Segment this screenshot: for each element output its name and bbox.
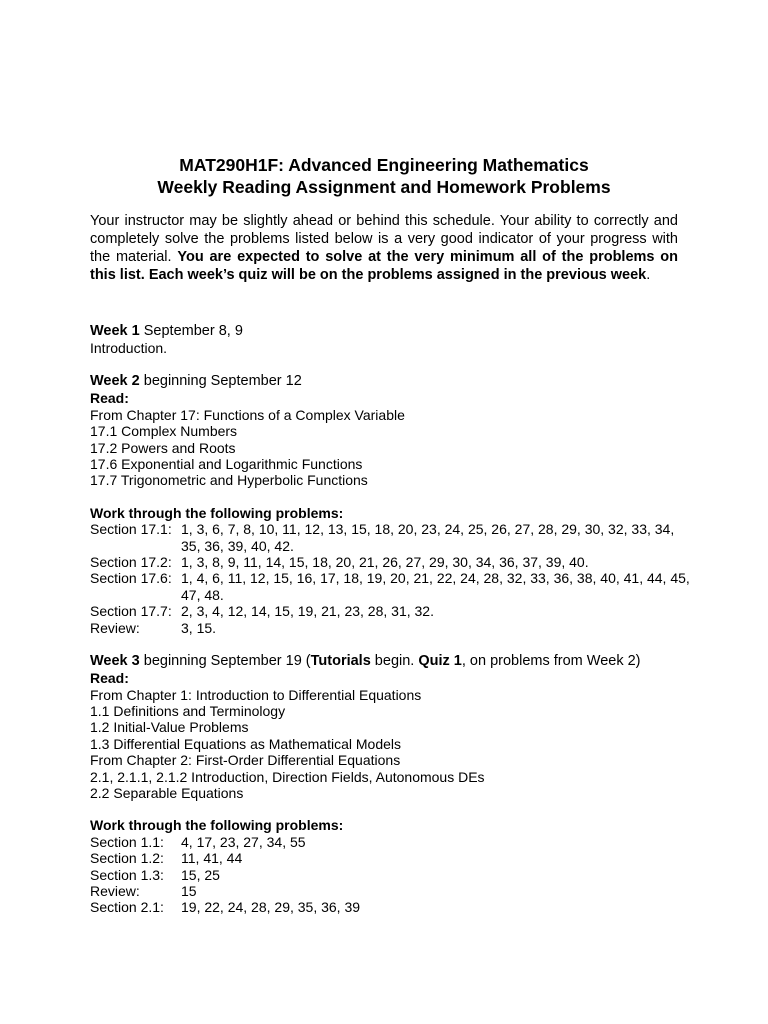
problem-section: Review: <box>90 882 140 899</box>
problem-list <box>90 834 690 916</box>
week-2-heading <box>90 372 690 390</box>
reading-item: 17.1 Complex Numbers <box>90 423 238 440</box>
begin-text: begin. <box>370 653 419 670</box>
reading-item: From Chapter 17: Functions of a Complex Variable <box>90 406 405 423</box>
problems-label: Work through the following problems: <box>90 504 344 521</box>
problem-row <box>90 899 690 915</box>
problem-items: 1, 3, 8, 9, 11, 14, 15, 18, 20, 21, 26, 27, 29, 30, 34, 36, 37, 39, 40. <box>181 554 589 571</box>
problem-items: 3, 15. <box>181 619 217 636</box>
intro-bold-text: You are expected to solve at the very minimum all of the problems on this list. Each week’s quiz will be on the problems assigned in the previous week <box>90 249 678 283</box>
problem-section: Section 1.2: <box>90 850 164 867</box>
problem-row <box>90 521 690 554</box>
problem-items: 2, 3, 4, 12, 14, 15, 19, 21, 23, 28, 31, 32. <box>181 603 434 620</box>
problem-items: 19, 22, 24, 28, 29, 35, 36, 39 <box>181 899 361 916</box>
problem-items: 11, 41, 44 <box>181 850 243 867</box>
problem-row <box>90 554 690 570</box>
problem-items: 15, 25 <box>181 866 220 883</box>
reading-item: 2.2 Separable Equations <box>90 784 244 801</box>
problem-section: Section 17.7: <box>90 603 172 620</box>
reading-item: 1.1 Definitions and Terminology <box>90 702 286 719</box>
problem-row <box>90 570 690 603</box>
problem-section: Review: <box>90 619 140 636</box>
problem-section: Section 1.3: <box>90 866 164 883</box>
week-date: beginning September 12 <box>143 373 302 390</box>
problem-row <box>90 834 690 850</box>
quiz-text: Quiz 1 <box>418 653 462 670</box>
problems-label: Work through the following problems: <box>90 817 344 834</box>
week-3-heading <box>90 652 690 670</box>
week-date: September 8, 9 <box>143 323 243 339</box>
week-label: Week 2 <box>90 373 140 390</box>
problem-section: Section 1.1: <box>90 833 164 850</box>
problem-items: 4, 17, 23, 27, 34, 55 <box>181 833 306 850</box>
problem-row <box>90 620 690 636</box>
week-1-note: Introduction. <box>90 340 168 356</box>
week-label: Week 3 <box>90 653 140 670</box>
problem-section: Section 17.1: <box>90 521 172 538</box>
week-date: beginning September 19 ( <box>143 653 311 670</box>
reading-item: 17.2 Powers and Roots <box>90 439 236 456</box>
problem-items: 15 <box>181 882 197 899</box>
intro-paragraph <box>90 212 678 284</box>
week-1-heading <box>90 322 690 340</box>
reading-item: 17.7 Trigonometric and Hyperbolic Functions <box>90 472 368 489</box>
problem-section: Section 2.1: <box>90 899 164 916</box>
schedule <box>90 322 690 916</box>
tutorials-text: Tutorials <box>310 653 371 670</box>
reading-item: 2.1, 2.1.1, 2.1.2 Introduction, Direction Fields, Autonomous DEs <box>90 768 485 785</box>
title-line-1: MAT290H1F: Advanced Engineering Mathematics <box>179 155 589 175</box>
problem-row <box>90 603 690 619</box>
problem-items: 1, 4, 6, 11, 12, 15, 16, 17, 18, 19, 20, 21, 22, 24, 28, 32, 33, 36, 38, 40, 41, 44, 45, 47, 48. <box>181 570 690 603</box>
read-label: Read: <box>90 390 129 407</box>
problem-section: Section 17.6: <box>90 570 172 587</box>
reading-item: From Chapter 1: Introduction to Differential Equations <box>90 686 422 703</box>
title-line-2: Weekly Reading Assignment and Homework Problems <box>157 177 611 197</box>
reading-item: 1.2 Initial-Value Problems <box>90 719 249 736</box>
reading-item: 1.3 Differential Equations as Mathematical Models <box>90 735 402 752</box>
problem-row <box>90 867 690 883</box>
read-label: Read: <box>90 670 129 687</box>
reading-item: 17.6 Exponential and Logarithmic Functions <box>90 456 363 473</box>
problem-section: Section 17.2: <box>90 554 172 571</box>
problem-list <box>90 521 690 636</box>
intro-plain-text: Your instructor may be slightly ahead or behind this schedule. Your ability to correctly and completely solve the problems listed below is a very good indicator of your progress with the material. <box>90 213 678 265</box>
reading-item: From Chapter 2: First-Order Differential Equations <box>90 752 401 769</box>
document-title <box>0 154 768 198</box>
intro-end: . <box>646 267 651 283</box>
problem-items: 1, 3, 6, 7, 8, 10, 11, 12, 13, 15, 18, 20, 23, 24, 25, 26, 27, 28, 29, 30, 32, 33, 34, 35, 36, 39, 40, 42. <box>181 521 675 554</box>
problem-row <box>90 883 690 899</box>
week-date-post: , on problems from Week 2) <box>461 653 641 670</box>
week-label: Week 1 <box>90 323 140 339</box>
problem-row <box>90 850 690 866</box>
